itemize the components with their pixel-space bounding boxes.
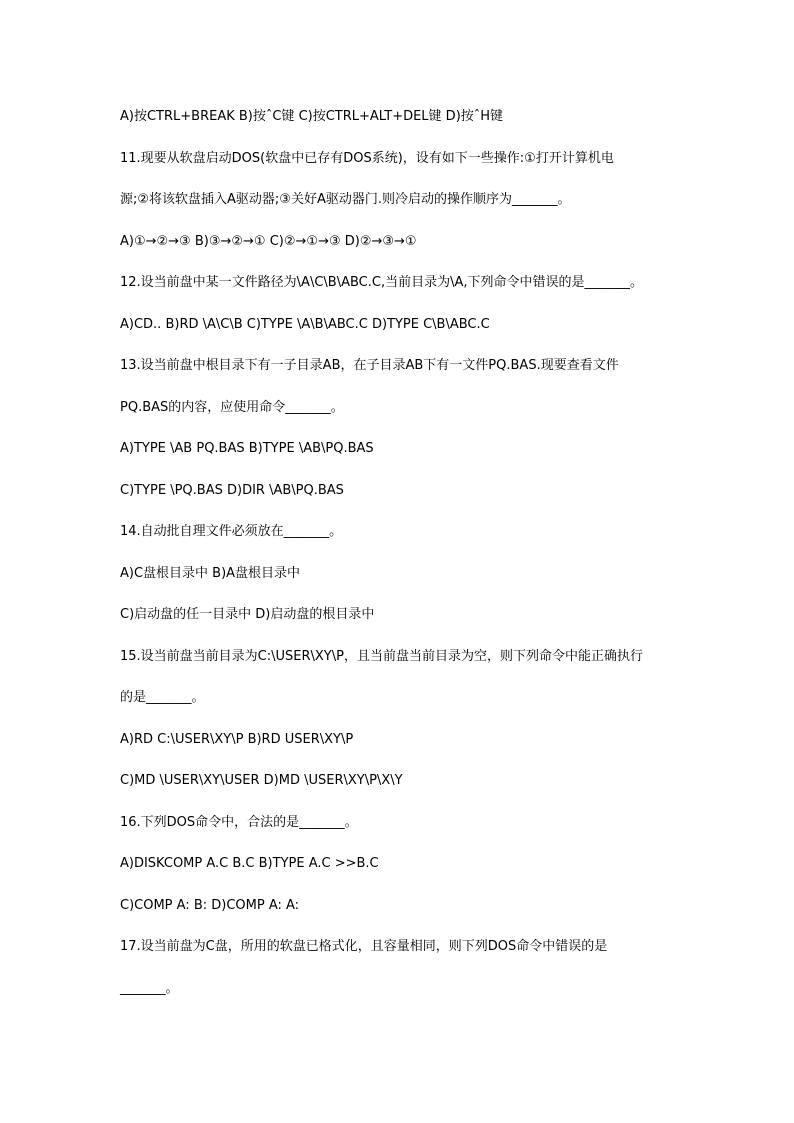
option-line-q16-a: A)DISKCOMP A.C B.C B)TYPE A.C >>B.C [120,856,379,871]
question-15-line-1: 15.设当前盘当前目录为C:\USER\XY\P，且当前盘当前目录为空，则下列命令中能正确执行 [120,649,643,664]
option-line-q11: A)①→②→③ B)③→②→① C)②→①→③ D)②→③→① [120,234,417,249]
question-12-line: 12.设当前盘中某一文件路径为\A\C\B\ABC.C,当前目录为\A,下列命令中错误的是_______。 [120,275,643,290]
option-line-q13-a: A)TYPE \AB PQ.BAS B)TYPE \AB\PQ.BAS [120,441,374,456]
question-11-line-2: 源;②将该软盘插入A驱动器;③关好A驱动器门.则冷启动的操作顺序为_______。 [120,192,571,207]
option-line-q14-b: C)启动盘的任一目录中 D)启动盘的根目录中 [120,607,375,622]
question-17-line-1: 17.设当前盘为C盘，所用的软盘已格式化，且容量相同，则下列DOS命令中错误的是 [120,939,608,954]
question-16-line: 16.下列DOS命令中，合法的是_______。 [120,815,358,830]
option-line-q16-b: C)COMP A: B: D)COMP A: A: [120,898,300,913]
question-15-line-2: 的是_______。 [120,690,205,705]
question-13-line-2: PQ.BAS的内容，应使用命令_______。 [120,400,344,415]
question-14-line: 14.自动批自理文件必须放在_______。 [120,524,343,539]
question-13-line-1: 13.设当前盘中根目录下有一子目录AB，在子目录AB下有一文件PQ.BAS.现要查看文件 [120,358,619,373]
question-11-line-1: 11.现要从软盘启动DOS(软盘中已存有DOS系统)，设有如下一些操作:①打开计算机电 [120,151,614,166]
option-line-q15-b: C)MD \USER\XY\USER D)MD \USER\XY\P\X\Y [120,773,403,788]
option-line-q12: A)CD.. B)RD \A\C\B C)TYPE \A\B\ABC.C D)TYPE C\B\ABC.C [120,317,490,332]
question-17-line-2: _______。 [120,981,179,996]
option-line-q10: A)按CTRL+BREAK B)按ˆC键 C)按CTRL+ALT+DEL键 D)按ˆH键 [120,109,504,124]
option-line-q14-a: A)C盘根目录中 B)A盘根目录中 [120,566,301,581]
option-line-q15-a: A)RD C:\USER\XY\P B)RD USER\XY\P [120,732,354,747]
option-line-q13-b: C)TYPE \PQ.BAS D)DIR \AB\PQ.BAS [120,483,344,498]
